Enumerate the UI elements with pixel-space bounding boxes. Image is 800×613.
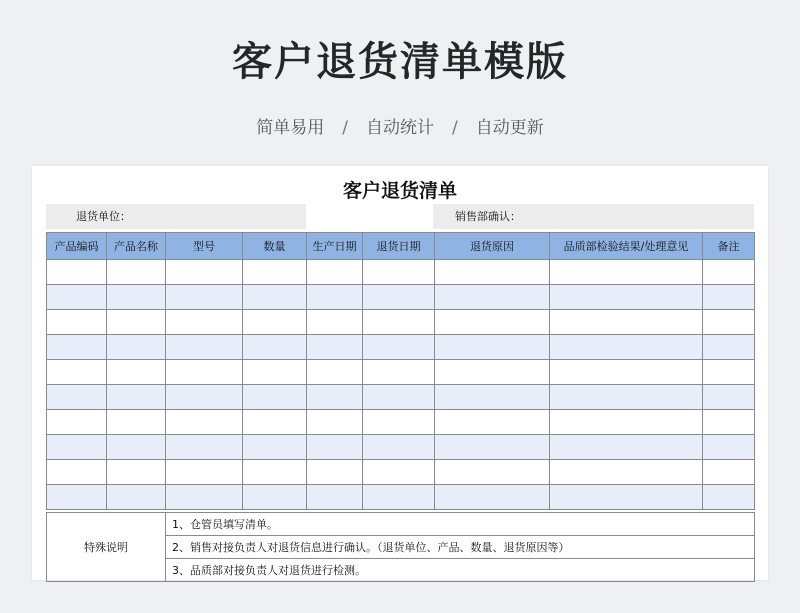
table-cell[interactable]: [363, 360, 435, 385]
table-cell[interactable]: [703, 460, 755, 485]
table-cell[interactable]: [307, 435, 363, 460]
table-cell[interactable]: [363, 435, 435, 460]
table-cell[interactable]: [435, 385, 550, 410]
table-cell[interactable]: [243, 410, 307, 435]
notes-label: 特殊说明: [47, 513, 166, 582]
table-cell[interactable]: [550, 285, 703, 310]
table-row: [47, 410, 755, 435]
col-product-name: 产品名称: [107, 233, 166, 260]
table-cell[interactable]: [435, 360, 550, 385]
table-cell[interactable]: [550, 335, 703, 360]
col-return-date: 退货日期: [363, 233, 435, 260]
table-cell[interactable]: [435, 435, 550, 460]
table-cell[interactable]: [166, 285, 243, 310]
table-cell[interactable]: [166, 485, 243, 510]
table-cell[interactable]: [307, 285, 363, 310]
table-cell[interactable]: [243, 335, 307, 360]
table-cell[interactable]: [107, 335, 166, 360]
table-cell[interactable]: [107, 385, 166, 410]
table-cell[interactable]: [47, 310, 107, 335]
table-row: [47, 260, 755, 285]
table-cell[interactable]: [550, 310, 703, 335]
table-cell[interactable]: [107, 485, 166, 510]
table-cell[interactable]: [435, 285, 550, 310]
table-cell[interactable]: [243, 360, 307, 385]
separator: /: [342, 118, 348, 138]
feature-easy: 简单易用: [256, 118, 325, 138]
table-cell[interactable]: [243, 485, 307, 510]
notes-table: [46, 512, 755, 582]
table-row: [47, 385, 755, 410]
table-row: [47, 435, 755, 460]
return-table: [46, 232, 755, 510]
table-cell[interactable]: [703, 385, 755, 410]
table-cell[interactable]: [703, 285, 755, 310]
table-cell[interactable]: [166, 360, 243, 385]
table-cell[interactable]: [107, 435, 166, 460]
table-cell[interactable]: [363, 285, 435, 310]
table-cell[interactable]: [435, 460, 550, 485]
table-cell[interactable]: [243, 435, 307, 460]
table-cell[interactable]: [307, 385, 363, 410]
table-cell[interactable]: [107, 460, 166, 485]
table-cell[interactable]: [47, 485, 107, 510]
table-cell[interactable]: [363, 385, 435, 410]
table-cell[interactable]: [47, 285, 107, 310]
table-cell[interactable]: [243, 285, 307, 310]
table-cell[interactable]: [166, 385, 243, 410]
table-cell[interactable]: [107, 360, 166, 385]
table-cell[interactable]: [166, 260, 243, 285]
separator: /: [452, 118, 458, 138]
sheet-title: 客户退货清单: [342, 180, 457, 202]
table-cell[interactable]: [550, 410, 703, 435]
table-cell[interactable]: [435, 260, 550, 285]
table-cell[interactable]: [435, 410, 550, 435]
table-row: [47, 460, 755, 485]
table-cell[interactable]: [703, 260, 755, 285]
table-cell[interactable]: [166, 310, 243, 335]
table-cell[interactable]: [550, 360, 703, 385]
table-cell[interactable]: [550, 460, 703, 485]
table-cell[interactable]: [166, 435, 243, 460]
table-row: [47, 360, 755, 385]
table-cell[interactable]: [243, 385, 307, 410]
return-unit-label: 退货单位：: [76, 210, 131, 223]
table-row: [47, 335, 755, 360]
table-cell[interactable]: [47, 260, 107, 285]
table-cell[interactable]: [166, 410, 243, 435]
table-cell[interactable]: [550, 485, 703, 510]
table-cell[interactable]: [435, 335, 550, 360]
col-production-date: 生产日期: [307, 233, 363, 260]
table-cell[interactable]: [243, 460, 307, 485]
table-cell[interactable]: [47, 435, 107, 460]
table-cell[interactable]: [363, 335, 435, 360]
table-cell[interactable]: [435, 485, 550, 510]
sales-confirm-field[interactable]: [433, 204, 754, 229]
table-cell[interactable]: [363, 460, 435, 485]
table-body: [47, 260, 755, 510]
table-cell[interactable]: [550, 435, 703, 460]
table-cell[interactable]: [166, 460, 243, 485]
table-cell[interactable]: [307, 485, 363, 510]
col-qc-result: 品质部检验结果/处理意见: [550, 233, 703, 260]
table-cell[interactable]: [243, 260, 307, 285]
col-remarks: 备注: [703, 233, 755, 260]
table-cell[interactable]: [107, 410, 166, 435]
table-cell[interactable]: [243, 310, 307, 335]
table-cell[interactable]: [107, 310, 166, 335]
table-row: [47, 310, 755, 335]
table-cell[interactable]: [47, 460, 107, 485]
table-row: [47, 285, 755, 310]
note-3: 3、品质部对接负责人对退货进行检测。: [166, 559, 755, 582]
table-cell[interactable]: [435, 310, 550, 335]
feature-auto-stats: 自动统计: [366, 118, 434, 138]
table-cell[interactable]: [47, 410, 107, 435]
col-quantity: 数量: [243, 233, 307, 260]
table-row: [47, 485, 755, 510]
note-1: 1、仓管员填写清单。: [166, 513, 755, 536]
feature-auto-update: 自动更新: [475, 118, 544, 138]
table-cell[interactable]: [363, 260, 435, 285]
table-cell[interactable]: [307, 310, 363, 335]
table-cell[interactable]: [703, 435, 755, 460]
table-cell[interactable]: [363, 410, 435, 435]
table-cell[interactable]: [307, 410, 363, 435]
table-cell[interactable]: [703, 360, 755, 385]
table-cell[interactable]: [166, 335, 243, 360]
table-cell[interactable]: [703, 310, 755, 335]
col-return-reason: 退货原因: [435, 233, 550, 260]
hero-title: 客户退货清单模版: [232, 39, 568, 85]
sales-confirm-label: 销售部确认：: [455, 210, 521, 223]
table-cell[interactable]: [107, 285, 166, 310]
table-cell[interactable]: [703, 485, 755, 510]
table-cell[interactable]: [550, 260, 703, 285]
table-cell[interactable]: [47, 360, 107, 385]
table-header-row: [47, 233, 755, 260]
col-product-code: 产品编码: [47, 233, 107, 260]
hero-subtitle: [0, 113, 800, 138]
table-cell[interactable]: [703, 335, 755, 360]
table-cell[interactable]: [307, 460, 363, 485]
table-cell[interactable]: [307, 260, 363, 285]
table-cell[interactable]: [47, 385, 107, 410]
table-cell[interactable]: [363, 310, 435, 335]
col-model: 型号: [166, 233, 243, 260]
table-cell[interactable]: [363, 485, 435, 510]
table-cell[interactable]: [703, 410, 755, 435]
table-cell[interactable]: [550, 385, 703, 410]
table-cell[interactable]: [307, 360, 363, 385]
table-cell[interactable]: [307, 335, 363, 360]
note-2: 2、销售对接负责人对退货信息进行确认。（退货单位、产品、数量、退货原因等）: [166, 536, 755, 559]
return-unit-field[interactable]: [46, 204, 306, 229]
table-cell[interactable]: [47, 335, 107, 360]
table-cell[interactable]: [107, 260, 166, 285]
